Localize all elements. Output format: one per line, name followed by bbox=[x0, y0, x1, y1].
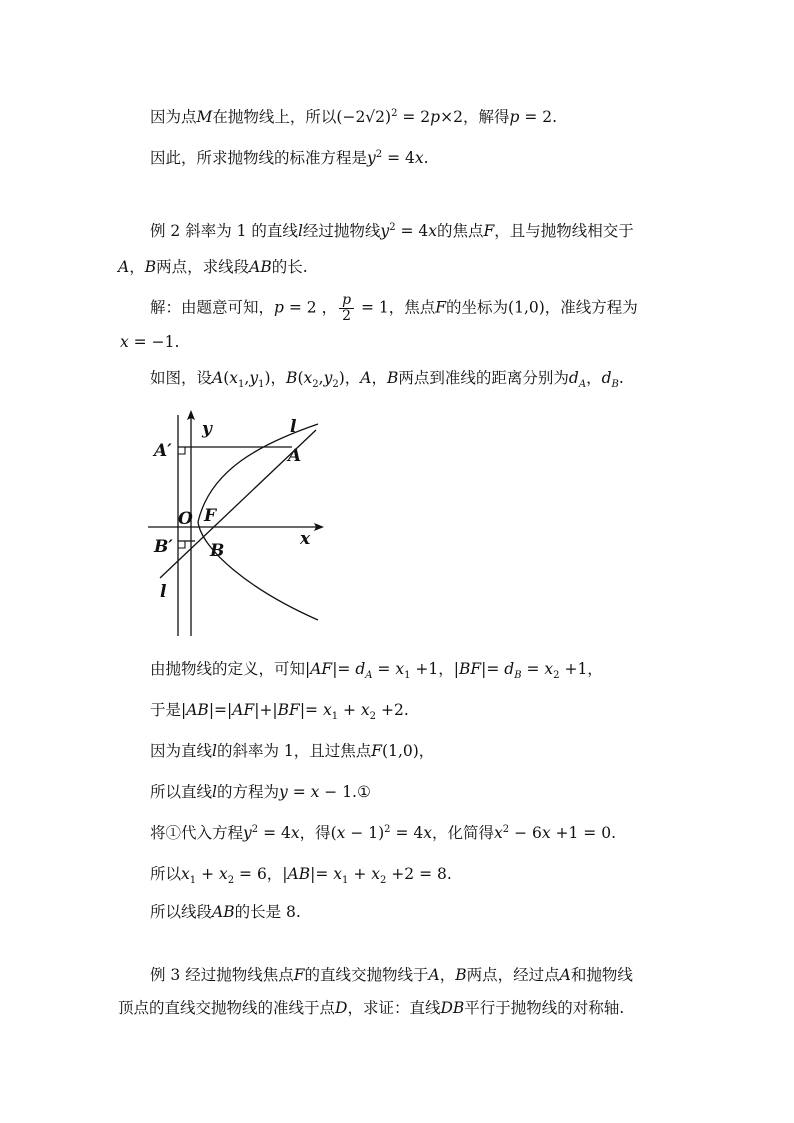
label-F: F bbox=[204, 506, 217, 526]
label-x: x bbox=[300, 529, 311, 549]
example-2-line-2: A，B两点，求线段AB的长. bbox=[118, 258, 308, 276]
line-2: 因此，所求抛物线的标准方程是$y^2 = 4x$. bbox=[150, 148, 429, 167]
label-B-prime: B′ bbox=[154, 537, 173, 557]
solution-line-10: 所以线段AB的长是 8. bbox=[150, 903, 301, 921]
example-3-line-1: 例 3 经过抛物线焦点F的直线交抛物线于A，B两点，经过点A和抛物线 bbox=[150, 966, 633, 984]
solution-line-7: 所以直线l的方程为y = x − 1.① bbox=[150, 783, 371, 801]
label-A: A bbox=[288, 446, 302, 466]
label-y: y bbox=[202, 419, 212, 439]
solution-line-3: 如图，设$A(x_1,y_1)$，$B(x_2,y_2)$，A，B两点到准线的距离分别为$d_A$，$d_B$. bbox=[150, 369, 624, 391]
solution-line-9: 所以$x_1 + x_2 = 6$，$|AB|= x_1 + x_2 +2 = 8$. bbox=[150, 865, 452, 887]
label-B: B bbox=[210, 541, 225, 561]
label-l-bottom: l bbox=[160, 582, 167, 602]
solution-line-2: x = −1. bbox=[120, 333, 180, 351]
example-3-line-2: 顶点的直线交抛物线的准线于点D，求证：直线DB平行于抛物线的对称轴. bbox=[118, 999, 625, 1017]
parabola-figure bbox=[140, 400, 340, 640]
solution-line-8: 将①代入方程$y^2 = 4x$，得$(x - 1)^2 = 4x$，化简得$x^2 - 6x +1 = 0$. bbox=[150, 823, 616, 842]
right-angle-marker-B bbox=[178, 541, 185, 548]
solution-line-6: 因为直线l的斜率为 1，且过焦点F(1,0)， bbox=[150, 742, 435, 760]
fraction-p-over-2: $\frac{p}{2}$ bbox=[339, 293, 354, 324]
label-A-prime: A′ bbox=[154, 441, 172, 461]
example-2-line-1: 例 2 斜率为 1 的直线l经过抛物线$y^2 = 4x$的焦点F，且与抛物线相交于 bbox=[150, 221, 634, 240]
solution-line-5: 于是$|AB|=|AF|+|BF|= x_1 + x_2 +2$. bbox=[150, 701, 409, 723]
solution-line-4: 由抛物线的定义，可知$|AF|= d_A = x_1 +1$，$|BF|= d_B = x_2 +1$， bbox=[150, 660, 603, 682]
label-O: O bbox=[178, 509, 193, 529]
solution-line-1: 解：由题意可知，p = 2 ， $\frac{p}{2}$ = 1，焦点F的坐标为(1,0)，准线方程为 bbox=[150, 292, 638, 324]
label-l-top: l bbox=[290, 417, 297, 437]
line-1: 因为点M在抛物线上，所以$(-2√2)^2 = 2p\times 2$，解得p = 2. bbox=[150, 107, 558, 126]
right-angle-marker-A bbox=[178, 447, 185, 454]
